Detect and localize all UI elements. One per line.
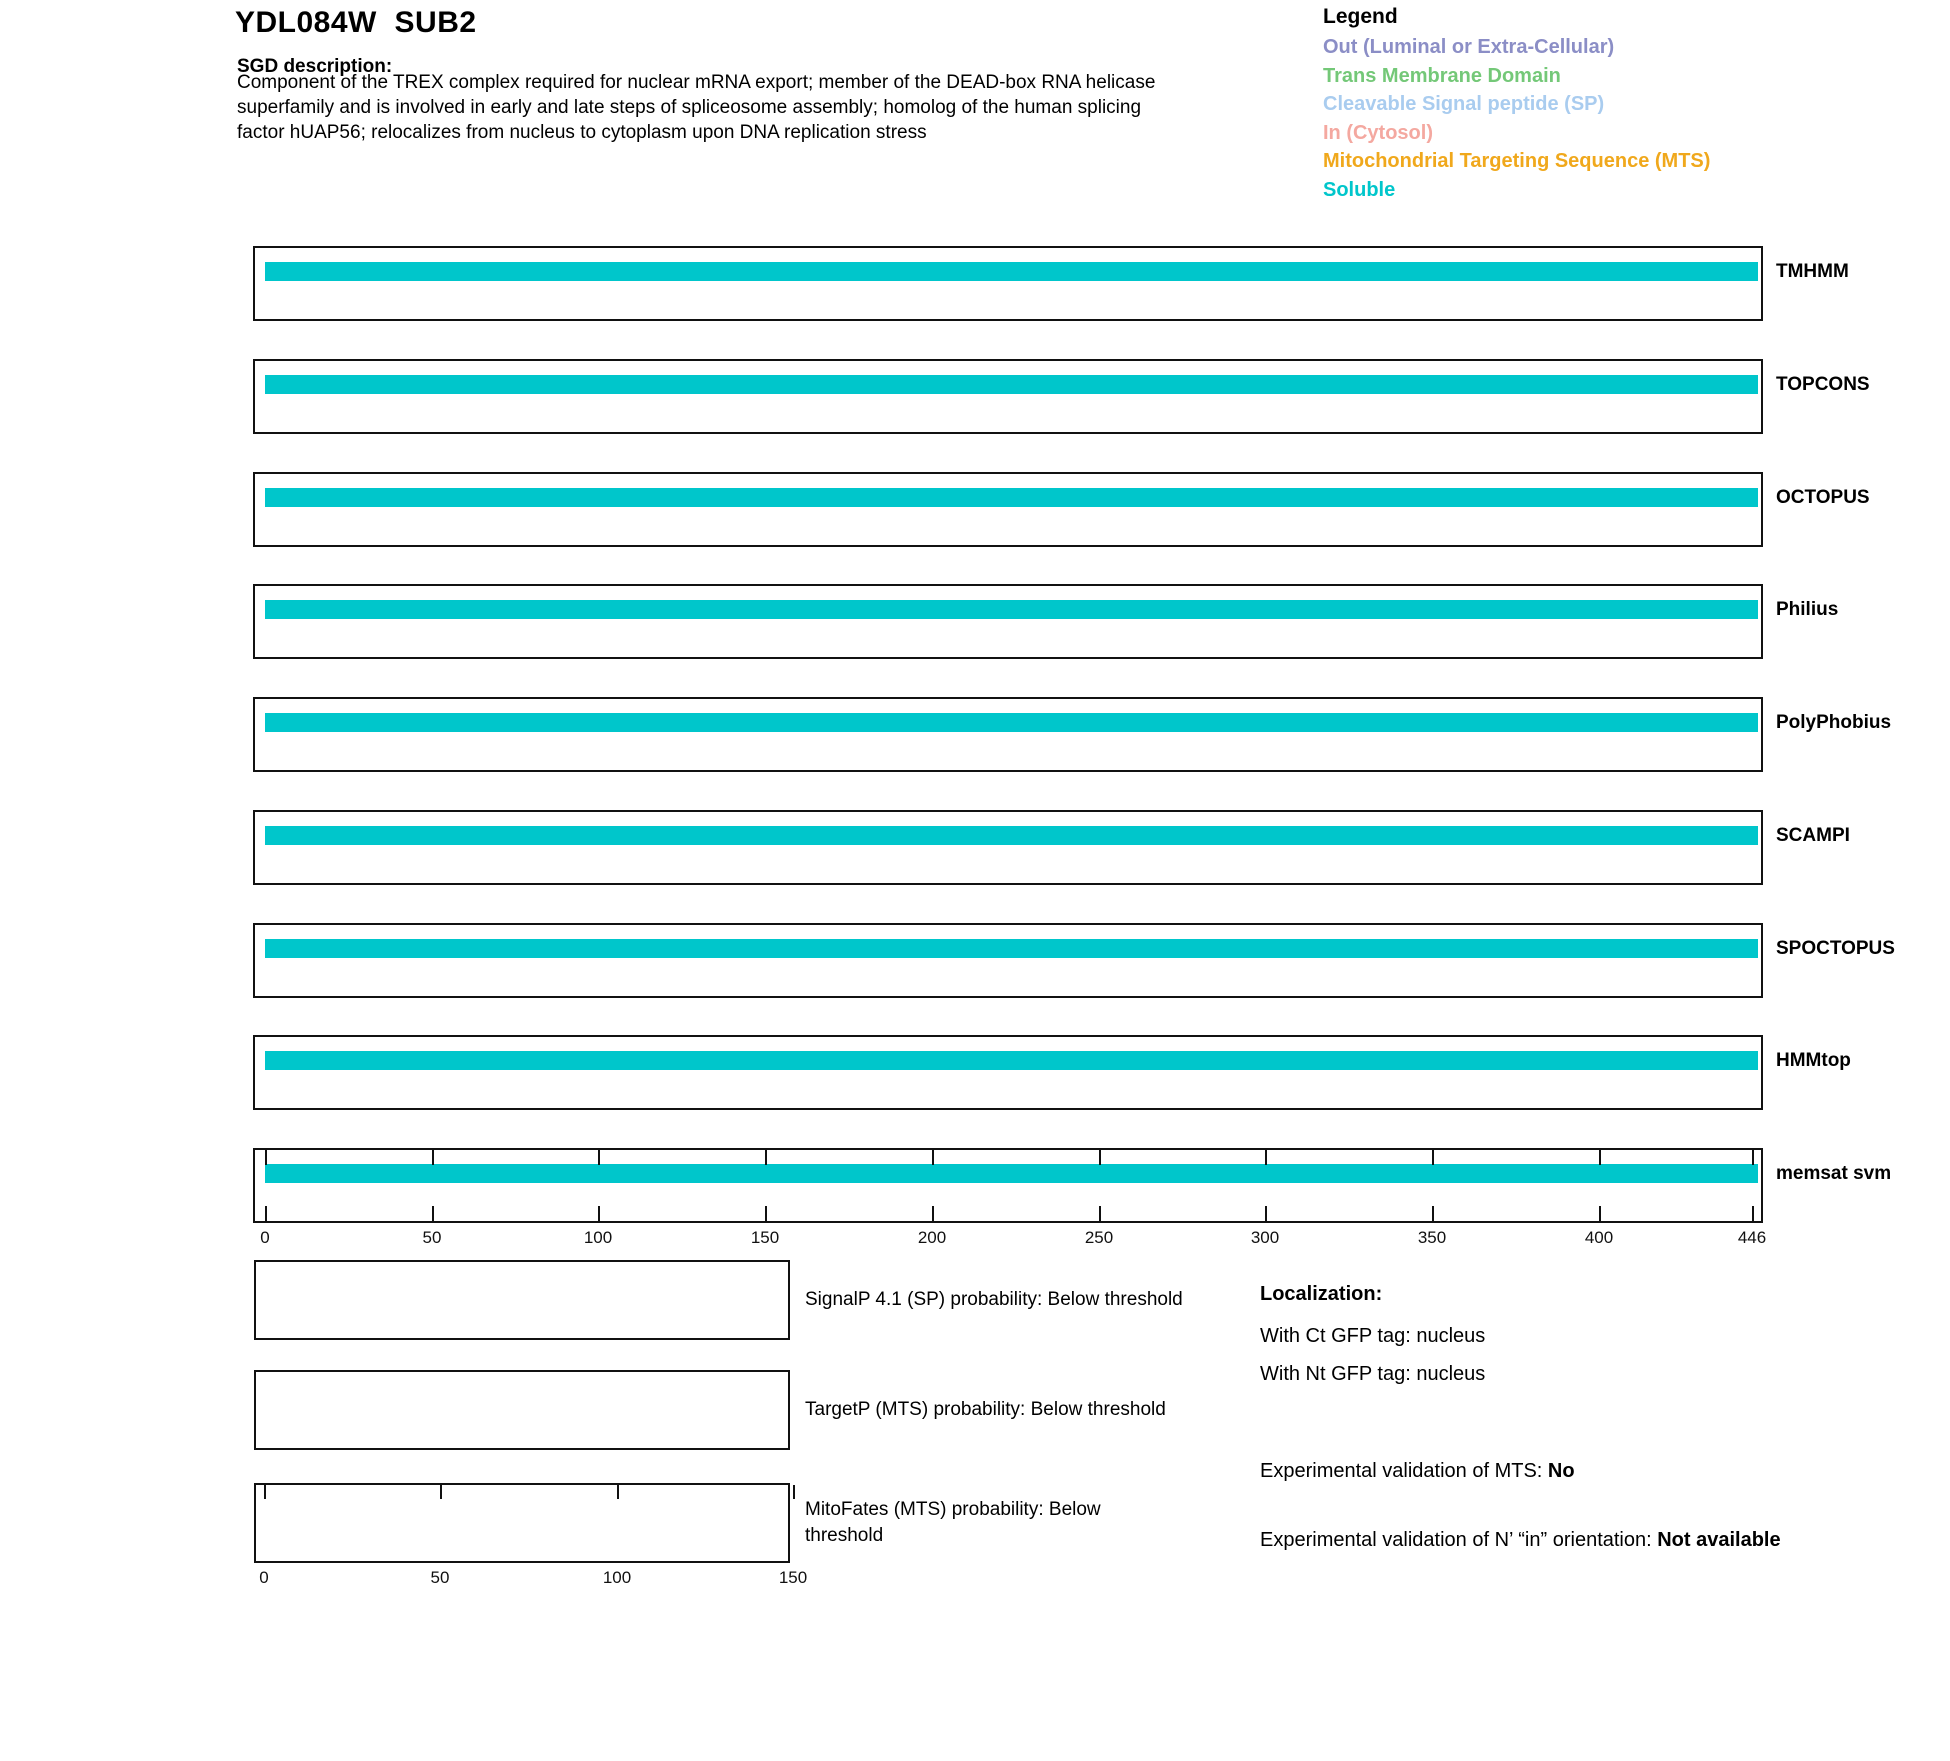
axis-tick <box>765 1206 767 1221</box>
x-axis-tick-label: 0 <box>260 1228 270 1247</box>
x-axis-tick-label: 350 <box>1417 1228 1447 1247</box>
legend-item-out: Out (Luminal or Extra-Cellular) <box>1323 36 1615 58</box>
axis-tick <box>765 1150 767 1165</box>
soluble-span-bar <box>265 600 1758 619</box>
legend-item-mitochondrial: Mitochondrial Targeting Sequence (MTS) <box>1323 150 1711 172</box>
axis-tick <box>598 1206 600 1221</box>
axis-tick <box>1432 1150 1434 1165</box>
page-title: YDL084W SUB2 <box>235 6 477 39</box>
track-label-spoctopus: SPOCTOPUS <box>1776 938 1895 959</box>
mts-validation-label: Experimental validation of MTS: <box>1260 1460 1548 1482</box>
soluble-span-bar <box>265 262 1758 281</box>
localization-ct-gfp: With Ct GFP tag: nucleus <box>1260 1325 1486 1347</box>
track-label-memsat-svm: memsat svm <box>1776 1163 1892 1184</box>
axis-tick <box>617 1485 619 1499</box>
axis-tick <box>265 1150 267 1165</box>
probability-label-1: SignalP 4.1 (SP) probability: Below threshold <box>805 1289 1183 1310</box>
soluble-span-bar <box>265 1164 1758 1183</box>
x-axis-tick-label: 100 <box>602 1568 632 1587</box>
x-axis-tick-label: 150 <box>778 1568 808 1587</box>
sgd-description-line: factor hUAP56; relocalizes from nucleus to cytoplasm upon DNA replication stress <box>237 122 927 143</box>
soluble-span-bar <box>265 488 1758 507</box>
axis-tick <box>1099 1150 1101 1165</box>
track-box-octopus <box>253 472 1763 547</box>
axis-tick <box>1099 1206 1101 1221</box>
probability-label-2: TargetP (MTS) probability: Below threshold <box>805 1399 1166 1420</box>
axis-tick <box>432 1206 434 1221</box>
axis-tick <box>432 1150 434 1165</box>
sgd-description-label: SGD description: <box>237 56 393 77</box>
axis-tick <box>1599 1150 1601 1165</box>
orientation-validation-value: Not available <box>1657 1529 1781 1551</box>
sgd-description-line: superfamily and is involved in early and late steps of spliceosome assembly; homolog of the human splicing <box>237 97 1142 118</box>
axis-tick <box>932 1206 934 1221</box>
x-axis-tick-label: 50 <box>430 1568 450 1587</box>
axis-tick <box>793 1485 795 1499</box>
axis-tick <box>1752 1206 1754 1221</box>
axis-tick <box>1265 1150 1267 1165</box>
legend-item-soluble: Soluble <box>1323 178 1396 201</box>
track-label-hmmtop: HMMtop <box>1776 1050 1851 1071</box>
x-axis-tick-label: 150 <box>750 1228 780 1247</box>
mts-validation-value: No <box>1547 1460 1575 1482</box>
soluble-span-bar <box>265 826 1758 845</box>
legend-item-trans: Trans Membrane Domain <box>1323 64 1561 87</box>
x-axis-tick-label: 100 <box>583 1228 613 1247</box>
orientation-validation-line <box>1260 1524 1805 1557</box>
x-axis-tick-label: 200 <box>917 1228 947 1247</box>
legend-item-in: In (Cytosol) <box>1323 121 1433 144</box>
x-axis-tick-label: 300 <box>1250 1228 1280 1247</box>
probability-box-2 <box>254 1370 790 1450</box>
legend <box>1323 4 1710 204</box>
track-box-spoctopus <box>253 923 1763 998</box>
probability-box-3 <box>254 1483 790 1563</box>
legend-item-cleavable: Cleavable Signal peptide (SP) <box>1323 93 1605 115</box>
axis-tick <box>598 1150 600 1165</box>
legend-items <box>1323 33 1710 204</box>
localization-heading: Localization: <box>1260 1283 1383 1305</box>
soluble-span-bar <box>265 1051 1758 1070</box>
track-label-polyphobius: PolyPhobius <box>1776 712 1892 733</box>
soluble-span-bar <box>265 375 1758 394</box>
track-label-octopus: OCTOPUS <box>1776 487 1870 508</box>
track-box-scampi <box>253 810 1763 885</box>
track-box-topcons <box>253 359 1763 434</box>
axis-tick <box>1265 1206 1267 1221</box>
probability-box-1 <box>254 1260 790 1340</box>
x-axis-tick-label: 50 <box>422 1228 442 1247</box>
track-box-hmmtop <box>253 1035 1763 1110</box>
legend-title: Legend <box>1323 5 1398 28</box>
axis-tick <box>264 1485 266 1499</box>
track-label-tmhmm: TMHMM <box>1776 261 1849 282</box>
soluble-span-bar <box>265 939 1758 958</box>
localization-nt-gfp: With Nt GFP tag: nucleus <box>1260 1363 1486 1385</box>
mts-validation-line <box>1260 1460 1575 1483</box>
track-box-memsat-svm <box>253 1148 1763 1223</box>
axis-tick <box>1752 1150 1754 1165</box>
sgd-description-line: Component of the TREX complex required for nuclear mRNA export; member of the DEAD-box RNA helicase <box>237 72 1156 93</box>
axis-tick <box>440 1485 442 1499</box>
track-box-tmhmm <box>253 246 1763 321</box>
x-axis-tick-label: 0 <box>259 1568 269 1587</box>
axis-tick <box>1599 1206 1601 1221</box>
track-label-philius: Philius <box>1776 599 1839 620</box>
track-label-topcons: TOPCONS <box>1776 374 1870 395</box>
x-axis-tick-label: 446 <box>1737 1228 1767 1247</box>
axis-tick <box>1432 1206 1434 1221</box>
x-axis-tick-label: 250 <box>1084 1228 1114 1247</box>
axis-tick <box>932 1150 934 1165</box>
x-axis-tick-label: 400 <box>1584 1228 1614 1247</box>
axis-tick <box>265 1206 267 1221</box>
soluble-span-bar <box>265 713 1758 732</box>
track-box-polyphobius <box>253 697 1763 772</box>
track-label-scampi: SCAMPI <box>1776 825 1850 846</box>
probability-label-3: MitoFates (MTS) probability: Below threshold <box>805 1499 1101 1546</box>
orientation-validation-label: Experimental validation of N’ “in” orientation: <box>1260 1529 1658 1551</box>
track-box-philius <box>253 584 1763 659</box>
